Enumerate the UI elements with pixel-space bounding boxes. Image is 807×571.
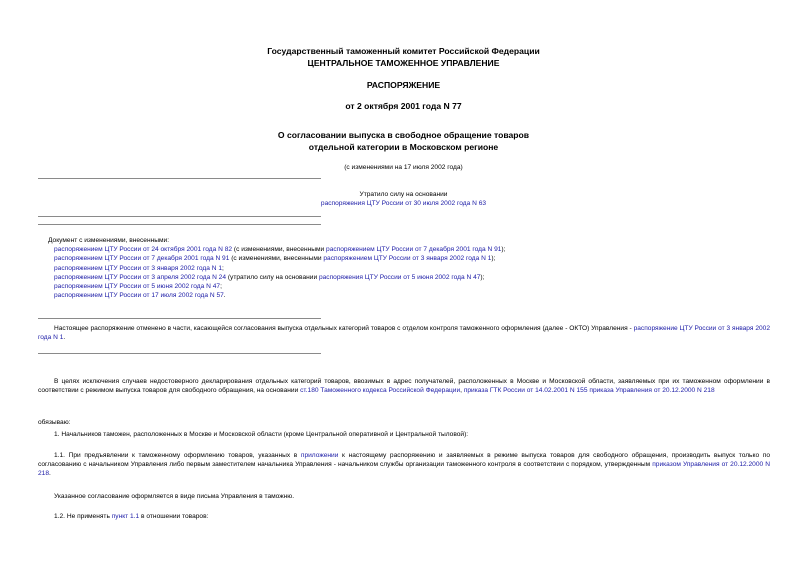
doc-type: РАСПОРЯЖЕНИЕ: [366, 80, 441, 90]
list-item: распоряжением ЦТУ России от 7 декабря 2001 года N 91 (с изменениями, внесенными распоряжением ЦТУ России от 3 января 2002 года N 1);: [54, 255, 496, 263]
amendments-block: [48, 236, 748, 301]
law-link[interactable]: приказа ГТК России от 14.02.2001 N 155: [463, 387, 588, 395]
body-paragraph-6: 1.2. Не применять пункт 1.1 в отношении товаров:: [54, 513, 209, 520]
doc-title-line2: отдельной категории в Московском регионе: [308, 141, 499, 152]
body-paragraph-5: Указанное согласование оформляется в виде письма Управления в таможню.: [54, 493, 295, 500]
amendment-link[interactable]: распоряжением ЦТУ России от 3 января 2002 года N 1: [54, 264, 223, 272]
divider: [38, 353, 321, 354]
list-item: распоряжением ЦТУ России от 5 июня 2002 года N 47;: [54, 283, 222, 291]
amendment-link[interactable]: распоряжением ЦТУ России от 3 января 2002 года N 1: [323, 255, 492, 263]
divider: [38, 224, 321, 225]
amendment-link[interactable]: распоряжением ЦТУ России от 24 октября 2001 года N 82: [54, 246, 233, 254]
amendments-intro: Документ с изменениями, внесенными:: [48, 237, 170, 244]
divider: [38, 216, 321, 217]
body-paragraph-4: 1.1. При предъявлении к таможенному оформлению товаров, указанных в приложении к настоящему распоряжению и заявляемых в режиме выпуска товаров для свободного обращения, производить выпуск только по согласованию с начальником Управления либо первым заместителем начальника Управления - начальником службы организации таможенного контроля в соответствии с порядком, утвержденным приказом Управления от 20.12.2000 N 218.: [38, 452, 770, 478]
doc-date: от 2 октября 2001 года N 77: [345, 101, 462, 111]
amendment-link[interactable]: распоряжением ЦТУ России от 5 июня 2002 года N 47: [54, 283, 221, 291]
document-header: [0, 46, 807, 69]
doc-title-line1: О согласовании выпуска в свободное обращение товаров: [277, 130, 530, 140]
list-item: распоряжением ЦТУ России от 17 июля 2002 года N 57.: [54, 292, 226, 300]
doc-title: [0, 130, 807, 153]
clause-link[interactable]: пункт 1.1: [111, 513, 140, 520]
order-link[interactable]: приказом Управления от 20.12.2000 N 218: [38, 461, 770, 478]
org-subname: ЦЕНТРАЛЬНОЕ ТАМОЖЕННОЕ УПРАВЛЕНИЕ: [307, 57, 500, 68]
partial-cancel-link[interactable]: распоряжение ЦТУ России от 3 января 2002 года N 1: [38, 325, 770, 342]
amendment-link[interactable]: распоряжением ЦТУ России от 3 апреля 2002 года N 24: [54, 273, 226, 281]
void-notice-text: Утратило силу на основании: [359, 191, 448, 198]
amendment-link[interactable]: распоряжения ЦТУ России от 5 июня 2002 года N 47: [318, 273, 481, 281]
org-name: Государственный таможенный комитет Российской Федерации: [267, 46, 540, 56]
list-item: распоряжением ЦТУ России от 3 января 2002 года N 1;: [54, 264, 224, 272]
law-link[interactable]: приказа Управления от 20.12.2000 N 218: [589, 387, 715, 395]
appendix-link[interactable]: приложении: [300, 452, 339, 459]
void-notice: [0, 190, 807, 208]
partial-cancel-note: Настоящее распоряжение отменено в части, касающейся согласования выпуска отдельных категорий товаров с отделом контроля таможенного оформления (далее - ОКТО) Управления - распоряжение ЦТУ России от 3 января 2002 года N 1.: [38, 325, 770, 342]
body-paragraph-1: В целях исключения случаев недостоверного декларирования отдельных категорий товаров, ввозимых в адрес получателей, расположенных в Москве и Московской области, заявляемых при их таможенном оформлении в соответствии с режимом выпуска товаров для свободного обращения, на основании ст.180 Таможенного кодекса Российской Федерации, приказа ГТК России от 14.02.2001 N 155 приказа Управления от 20.12.2000 N 218: [38, 378, 770, 395]
amendment-link[interactable]: распоряжением ЦТУ России от 7 декабря 2001 года N 91: [54, 255, 230, 263]
list-item: распоряжением ЦТУ России от 24 октября 2001 года N 82 (с изменениями, внесенными распоряжением ЦТУ России от 7 декабря 2001 года N 91);: [54, 246, 506, 254]
amendment-link[interactable]: распоряжением ЦТУ России от 7 декабря 2001 года N 91: [326, 246, 502, 254]
body-paragraph-2: обязываю:: [38, 419, 71, 426]
body-paragraph-3: 1. Начальников таможен, расположенных в Москве и Московской области (кроме Центральной оперативной и Центральной тыловой):: [54, 431, 469, 438]
void-notice-link[interactable]: распоряжения ЦТУ России от 30 июля 2002 года N 63: [320, 200, 487, 208]
list-item: распоряжением ЦТУ России от 3 апреля 2002 года N 24 (утратило силу на основании распоряжения ЦТУ России от 5 июня 2002 года N 47);: [54, 273, 485, 281]
divider: [38, 318, 321, 319]
law-link[interactable]: ст.180 Таможенного кодекса Российской Федерации: [300, 387, 461, 395]
changes-note: (с изменениями на 17 июля 2002 года): [344, 164, 463, 171]
amendment-link[interactable]: распоряжением ЦТУ России от 17 июля 2002 года N 57: [54, 292, 224, 300]
divider: [38, 178, 321, 179]
